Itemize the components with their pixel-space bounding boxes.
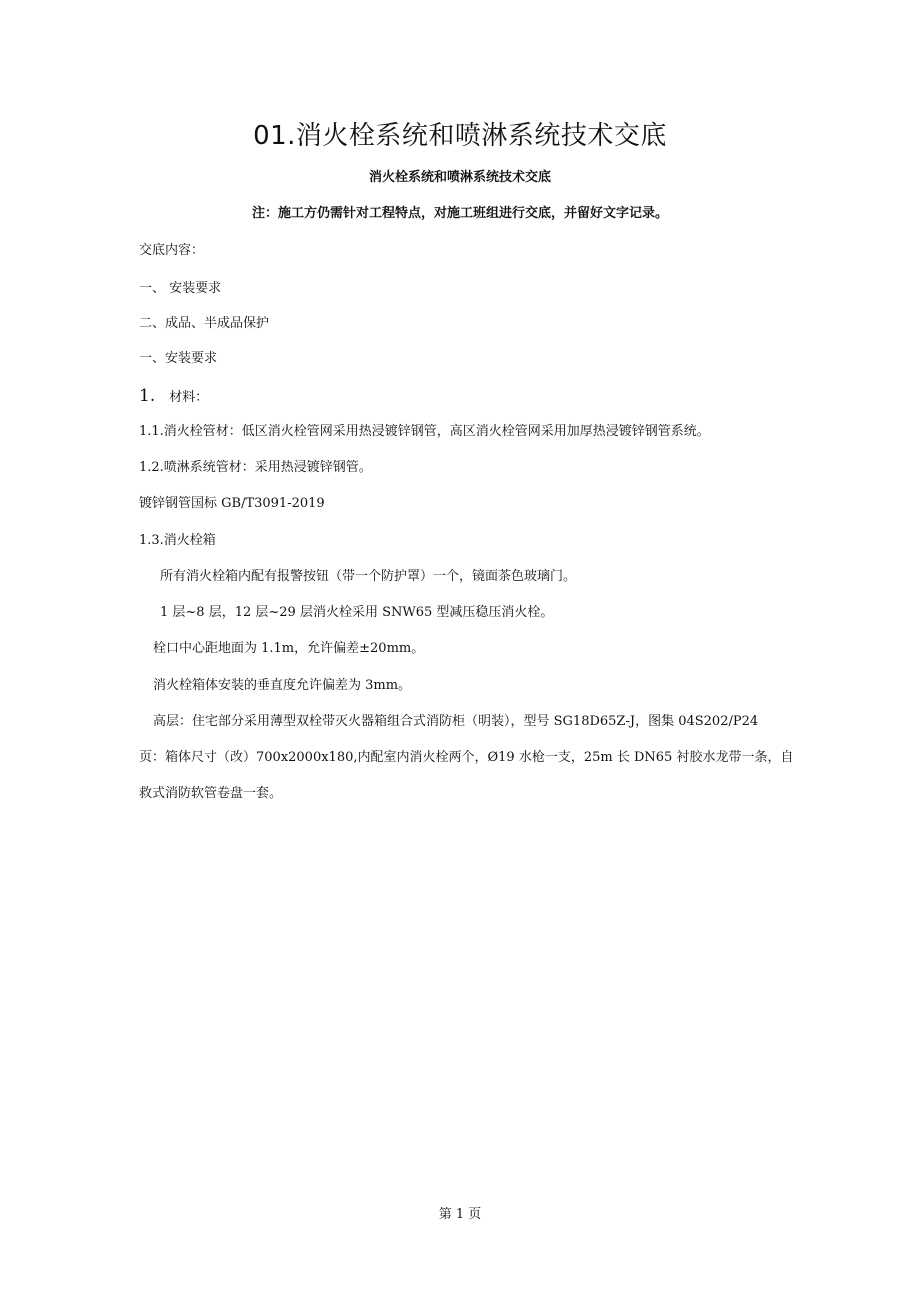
materials-heading xyxy=(139,386,208,408)
item-hydrant-box: 1.3.消火栓箱 xyxy=(139,533,216,548)
paragraph-hydrant-type: 1 层~8 层，12 层~29 层消火栓采用 SNW65 型减压稳压消火栓。 xyxy=(160,605,554,620)
document-title: 01.消火栓系统和喷淋系统技术交底 xyxy=(253,121,667,151)
toc-item-protection: 二、成品、半成品保护 xyxy=(139,316,270,331)
page-number: 第 1 页 xyxy=(438,1207,482,1222)
content-label: 交底内容： xyxy=(139,243,205,258)
section-heading-installation: 一、安装要求 xyxy=(139,351,218,366)
paragraph-highrise-line2: 页：箱体尺寸（改）700x2000x180,内配室内消火栓两个，Ø19 水枪一支，25m 长 DN65 衬胶水龙带一条，自 xyxy=(139,750,794,765)
construction-note: 注：施工方仍需针对工程特点，对施工班组进行交底，并留好文字记录。 xyxy=(251,206,668,221)
paragraph-highrise-line1: 高层：住宅部分采用薄型双栓带灭火器箱组合式消防柜（明装），型号 SG18D65Z-J，图集 04S202/P24 xyxy=(153,714,759,729)
paragraph-outlet-height: 栓口中心距地面为 1.1m，允许偏差±20mm。 xyxy=(153,641,425,656)
item-sprinkler-pipe: 1.2.喷淋系统管材：采用热浸镀锌钢管。 xyxy=(139,460,372,475)
item-hydrant-pipe: 1.1.消火栓管材：低区消火栓管网采用热浸镀锌钢管，高区消火栓管网采用加厚热浸镀锌钢管系统。 xyxy=(139,424,710,439)
item-pipe-standard: 镀锌钢管国标 GB/T3091-2019 xyxy=(139,496,325,511)
paragraph-alarm-button: 所有消火栓箱内配有报警按钮（带一个防护罩）一个，镜面茶色玻璃门。 xyxy=(160,569,577,584)
toc-item-installation: 一、 安装要求 xyxy=(139,281,222,296)
document-subtitle: 消火栓系统和喷淋系统技术交底 xyxy=(368,170,551,185)
materials-number: 1. xyxy=(139,386,156,406)
paragraph-highrise-line3: 救式消防软管卷盘一套。 xyxy=(139,786,283,801)
paragraph-verticality: 消火栓箱体安装的垂直度允许偏差为 3mm。 xyxy=(153,678,412,693)
materials-label: 材料： xyxy=(169,390,209,405)
